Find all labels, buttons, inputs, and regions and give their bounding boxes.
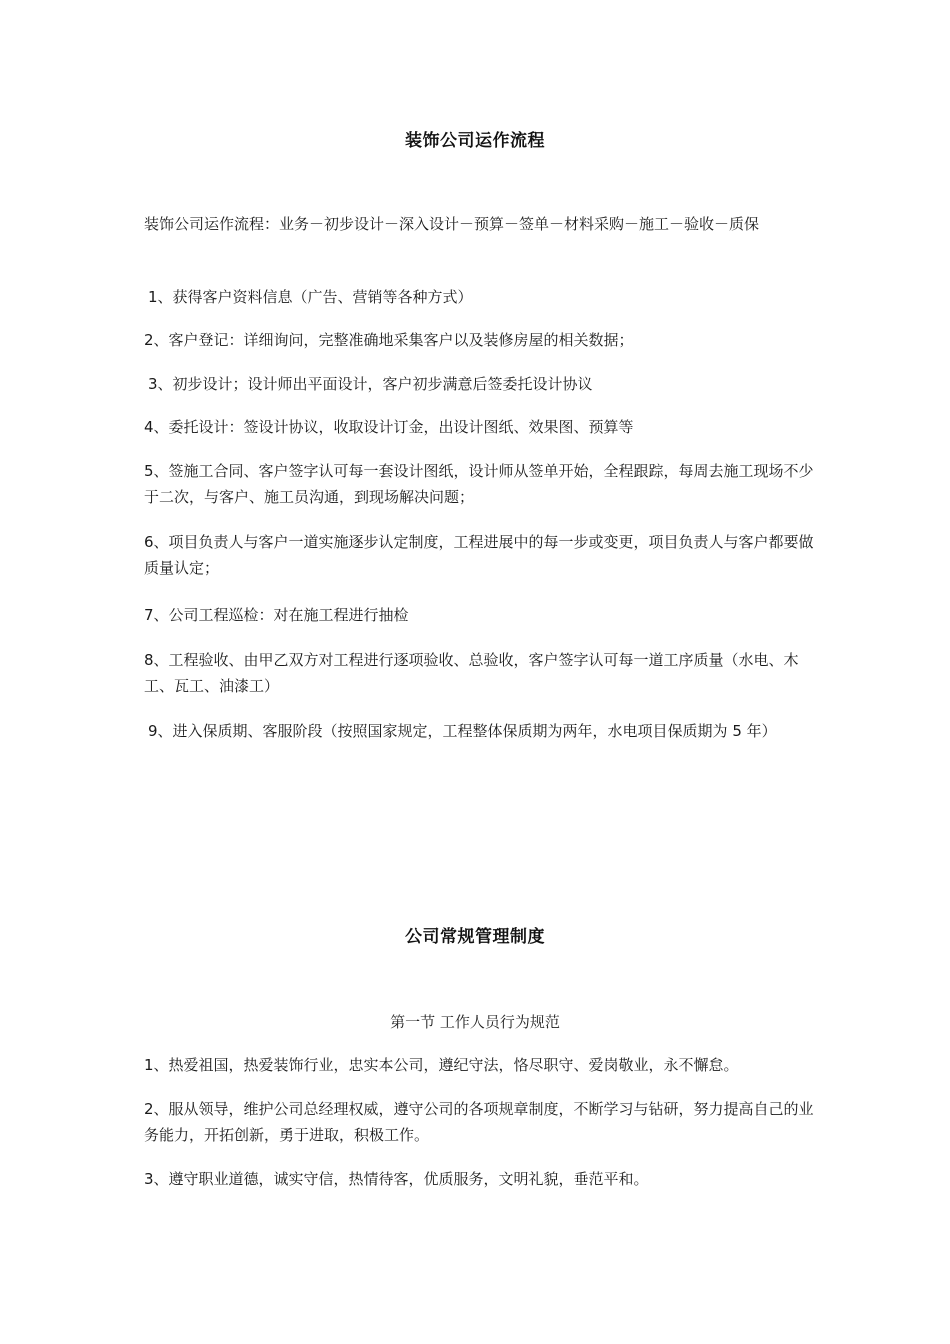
workflow-step-9: 9、进入保质期、客服阶段（按照国家规定，工程整体保质期为两年，水电项目保质期为 5 年） <box>148 722 777 740</box>
workflow-step-2: 2、客户登记：详细询问，完整准确地采集客户以及装修房屋的相关数据； <box>144 331 634 349</box>
workflow-step-5: 5、签施工合同、客户签字认可每一套设计图纸，设计师从签单开始，全程跟踪，每周去施工现场不少于二次，与客户、施工员沟通，到现场解决问题； <box>144 462 814 506</box>
section-title-management: 公司常规管理制度 <box>405 927 545 947</box>
workflow-step-4: 4、委托设计：签设计协议，收取设计订金，出设计图纸、效果图、预算等 <box>144 418 634 436</box>
workflow-intro: 装饰公司运作流程：业务－初步设计－深入设计－预算－签单－材料采购－施工－验收－质保 <box>144 215 760 233</box>
rule-item-2: 2、服从领导，维护公司总经理权威，遵守公司的各项规章制度，不断学习与钻研，努力提高自己的业务能力，开拓创新，勇于进取，积极工作。 <box>144 1100 814 1144</box>
rule-item-3: 3、遵守职业道德，诚实守信，热情待客，优质服务，文明礼貌，垂范平和。 <box>144 1170 649 1188</box>
workflow-step-7: 7、公司工程巡检：对在施工程进行抽检 <box>144 606 409 624</box>
rule-item-1: 1、热爱祖国，热爱装饰行业，忠实本公司，遵纪守法，恪尽职守、爱岗敬业，永不懈怠。 <box>144 1056 739 1074</box>
section-title-workflow: 装饰公司运作流程 <box>405 131 545 151</box>
workflow-step-6: 6、项目负责人与客户一道实施逐步认定制度，工程进展中的每一步或变更，项目负责人与客户都要做质量认定； <box>144 533 814 577</box>
workflow-step-1: 1、获得客户资料信息（广告、营销等各种方式） <box>148 288 473 306</box>
workflow-step-8: 8、工程验收、由甲乙双方对工程进行逐项验收、总验收，客户签字认可每一道工序质量（水电、木工、瓦工、油漆工） <box>144 651 799 695</box>
section-subtitle: 第一节 工作人员行为规范 <box>390 1013 560 1031</box>
workflow-step-3: 3、初步设计；设计师出平面设计，客户初步满意后签委托设计协议 <box>148 375 593 393</box>
